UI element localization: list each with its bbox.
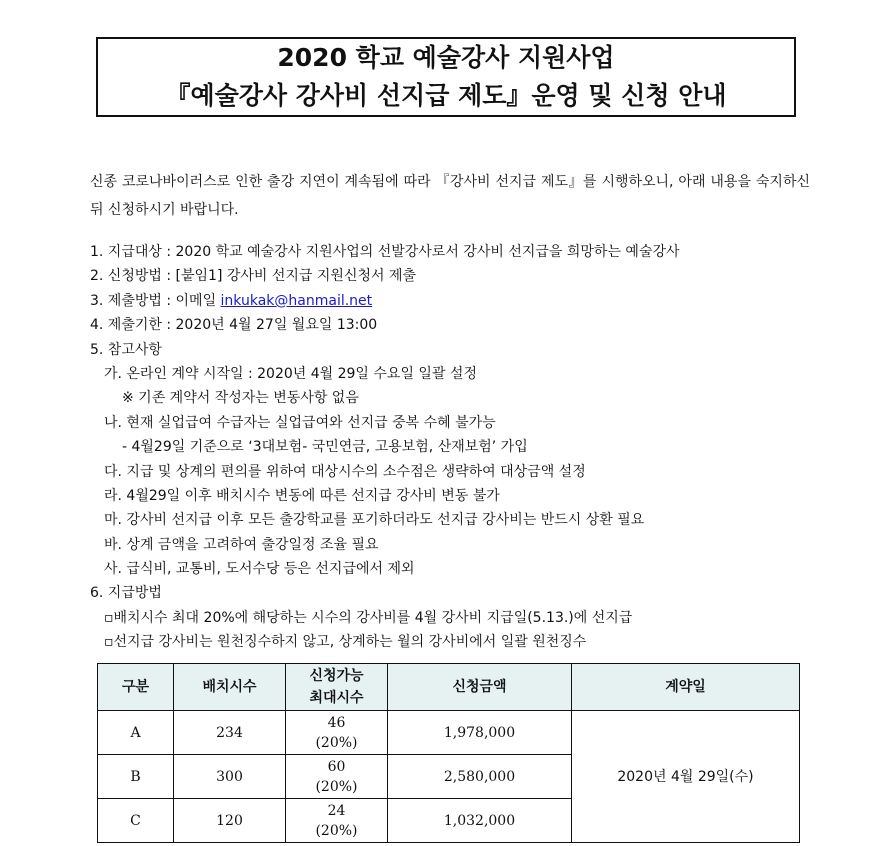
item-eligibility: 1. 지급대상 : 2020 학교 예술강사 지원사업의 선발강사로서 강사비 선지급을 희망하는 예술강사 (90, 244, 680, 260)
cell-category: A (98, 711, 174, 755)
item-notes-heading: 5. 참고사항 (90, 341, 162, 358)
note-na-sub: - 4월29일 기준으로 ‘3대보험- 국민연금, 고용보험, 산재보험’ 가입 (122, 439, 528, 456)
notice-list (90, 240, 830, 655)
header-hours: 배치시수 (174, 664, 286, 711)
title-box (96, 37, 796, 117)
item-payment-method: 6. 지급방법 (90, 585, 162, 602)
cell-max (286, 755, 388, 799)
payment-table (97, 663, 800, 843)
cell-hours: 234 (174, 711, 286, 755)
cell-max (286, 799, 388, 843)
item-submission-method (90, 289, 830, 313)
intro-paragraph: 신종 코로나바이러스로 인한 출강 지연이 계속됨에 따라 『강사비 선지급 제도』를 시행하오니, 아래 내용을 숙지하신 뒤 신청하시기 바랍니다. (90, 174, 810, 218)
cell-max-pct: (20%) (315, 778, 358, 795)
method-1: ▫배치시수 최대 20%에 해당하는 시수의 강사비를 4월 강사비 지급일(5.13.)에 선지급 (104, 609, 633, 626)
submission-method-label: 3. 제출방법 : 이메일 (90, 292, 221, 309)
cell-contract-date: 2020년 4월 29일(수) (572, 711, 800, 843)
item-deadline: 4. 제출기한 : 2020년 4월 27일 월요일 13:00 (90, 317, 378, 334)
title-line-2: 『예술강사 강사비 선지급 제도』운영 및 신청 안내 (165, 81, 727, 110)
header-category: 구분 (98, 664, 174, 711)
cell-amount: 1,978,000 (388, 711, 572, 755)
note-ra: 라. 4월29일 이후 배치시수 변동에 따른 선지급 강사비 변동 불가 (104, 487, 500, 504)
note-ga: 가. 온라인 계약 시작일 : 2020년 4월 29일 수요일 일괄 설정 (104, 365, 477, 382)
table-row (98, 711, 800, 755)
header-contract: 계약일 (572, 664, 800, 711)
table-header-row (98, 664, 800, 711)
cell-category: C (98, 799, 174, 843)
cell-max (286, 711, 388, 755)
cell-max-value: 60 (327, 758, 346, 775)
note-na: 나. 현재 실업급여 수급자는 실업급여와 선지급 중복 수혜 불가능 (104, 414, 496, 431)
cell-max-value: 24 (327, 802, 346, 819)
note-sa: 사. 급식비, 교통비, 도서수당 등은 선지급에서 제외 (104, 561, 415, 578)
cell-hours: 300 (174, 755, 286, 799)
cell-amount: 2,580,000 (388, 755, 572, 799)
header-max-line1: 신청가능 (309, 668, 364, 684)
header-amount: 신청금액 (388, 664, 572, 711)
note-ga-sub: ※ 기존 계약서 작성자는 변동사항 없음 (122, 390, 359, 407)
title-line-1: 2020 학교 예술강사 지원사업 (277, 43, 615, 72)
header-max-hours (286, 664, 388, 711)
method-2: ▫선지급 강사비는 원천징수하지 않고, 상계하는 월의 강사비에서 일괄 원천징수 (104, 634, 587, 651)
cell-category: B (98, 755, 174, 799)
cell-max-pct: (20%) (315, 734, 358, 751)
header-max-line2: 최대시수 (309, 690, 364, 706)
email-link[interactable]: inkukak@hanmail.net (220, 292, 373, 309)
note-ba: 바. 상계 금액을 고려하여 출강일정 조율 필요 (104, 536, 379, 553)
note-da: 다. 지급 및 상계의 편의를 위하여 대상시수의 소수점은 생략하여 대상금액 설정 (104, 463, 586, 480)
item-application-method: 2. 신청방법 : [붙임1] 강사비 선지급 지원신청서 제출 (90, 268, 417, 285)
cell-max-pct: (20%) (315, 822, 358, 839)
cell-hours: 120 (174, 799, 286, 843)
cell-max-value: 46 (327, 714, 346, 731)
cell-amount: 1,032,000 (388, 799, 572, 843)
note-ma: 마. 강사비 선지급 이후 모든 출강학교를 포기하더라도 선지급 강사비는 반드시 상환 필요 (104, 512, 645, 529)
